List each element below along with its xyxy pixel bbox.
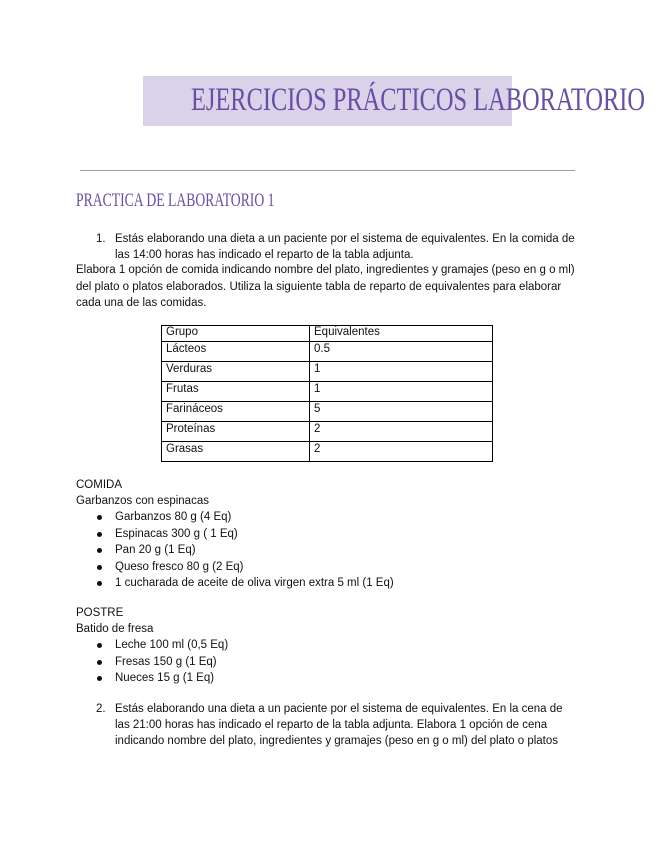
table-header-cell: Grupo [162,326,310,342]
list-item-text: Nueces 15 g (1 Eq) [115,672,215,684]
table-header-row [162,326,493,342]
list-item [96,654,228,671]
table-row [162,362,493,382]
list-item [96,575,394,592]
table-cell: Grasas [162,442,310,462]
table-cell: Lácteos [162,342,310,362]
list-item [96,637,228,654]
table-header-cell: Equivalentes [310,326,493,342]
table-row [162,382,493,402]
list-item [96,670,228,687]
bullet-icon [97,676,102,681]
table-cell: Proteínas [162,422,310,442]
list-item-text: Queso fresco 80 g (2 Eq) [115,560,244,573]
exercise-2-text: Estás elaborando una dieta a un paciente por el sistema de equivalentes. En la cena de las 21:00 horas has indicado el reparto de la tabla adjunta. Elabora 1 opción de cena indicando nombre del plato, ingredientes y gramajes (peso en g o ml) del plato o platos [115,703,563,747]
table-row [162,342,493,362]
section-title: PRACTICA DE LABORATORIO 1 [76,190,275,211]
bullet-icon [97,581,102,586]
comida-ingredients-list [96,509,394,592]
instructions-paragraph: Elabora 1 opción de comida indicando nombre del plato, ingredientes y gramajes (peso en g o ml) del plato o platos elaborados. Utiliza la siguiente tabla de reparto de equivalentes para elaborar cada una de las comidas. [76,264,575,309]
bullet-icon [97,565,102,570]
bullet-icon [97,532,102,537]
list-item [96,559,394,576]
list-item-text: Leche 100 ml (0,5 Eq) [115,639,229,651]
table-row [162,402,493,422]
table-cell: 1 [310,362,493,382]
table-cell: 2 [310,422,493,442]
exercise-1-number: 1. [96,233,106,245]
postre-label: POSTRE [76,607,124,619]
comida-dish: Garbanzos con espinacas [76,495,209,507]
table-cell: 2 [310,442,493,462]
table-cell: Frutas [162,382,310,402]
list-item [96,542,394,559]
list-item-text: 1 cucharada de aceite de oliva virgen extra 5 ml (1 Eq) [115,577,394,589]
list-item [96,526,394,543]
horizontal-divider [80,170,575,171]
bullet-icon [97,515,102,520]
bullet-icon [97,643,102,648]
table-cell: 0.5 [310,342,493,362]
list-item-text: Fresas 150 g (1 Eq) [115,655,217,668]
table-cell: 1 [310,382,493,402]
table-row [162,422,493,442]
list-item-text: Pan 20 g (1 Eq) [115,544,196,556]
exercise-2-number: 2. [96,703,106,715]
bullet-icon [97,660,102,665]
document-title: EJERCICIOS PRÁCTICOS LABORATORIO [190,82,646,118]
table-cell: Verduras [162,362,310,382]
list-item-text: Espinacas 300 g ( 1 Eq) [115,527,238,540]
title-highlight [143,76,646,126]
postre-dish: Batido de fresa [76,623,154,635]
list-item [96,509,394,526]
postre-ingredients-list [96,637,228,687]
table-cell: Farináceos [162,402,310,422]
table-row [162,442,493,462]
bullet-icon [97,548,102,553]
list-item-text: Garbanzos 80 g (4 Eq) [115,511,232,523]
comida-label: COMIDA [76,479,122,491]
equivalents-table [161,325,493,462]
table-cell: 5 [310,402,493,422]
exercise-1-text: Estás elaborando una dieta a un paciente por el sistema de equivalentes. En la comida de las 14:00 horas has indicado el reparto de la tabla adjunta. [115,233,575,261]
